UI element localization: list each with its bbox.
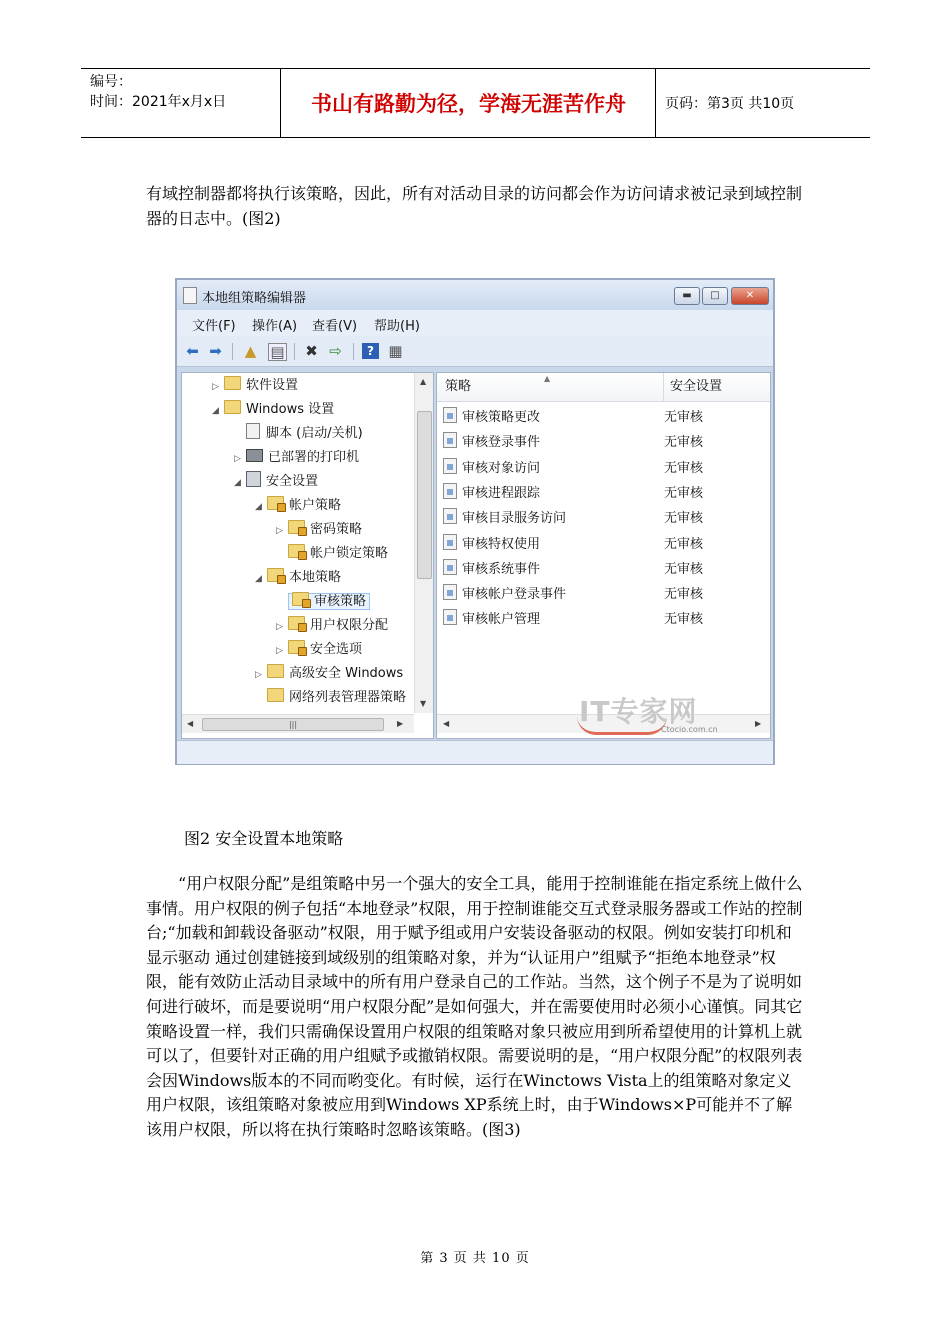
- column-header-setting[interactable]: 安全设置: [664, 373, 771, 402]
- policy-icon: [443, 458, 457, 474]
- tree-item-audit-policy[interactable]: 审核策略: [276, 591, 370, 613]
- toolbar-separator: [294, 343, 295, 360]
- tree-item-security-settings[interactable]: ◢ 安全设置: [234, 471, 318, 493]
- tree-item-windows-settings[interactable]: ◢ Windows 设置: [212, 399, 334, 421]
- policy-row[interactable]: [443, 405, 540, 430]
- expand-arrow-icon[interactable]: ▷: [276, 622, 283, 632]
- policy-row[interactable]: [443, 607, 540, 632]
- policy-setting-value: 无审核: [664, 561, 704, 577]
- header-meta-cell: [81, 69, 281, 137]
- collapse-arrow-icon[interactable]: ◢: [255, 502, 262, 512]
- locked-folder-icon: [267, 568, 284, 582]
- policy-setting-value: 无审核: [664, 612, 704, 628]
- toolbar-separator: [353, 343, 354, 360]
- tree-item-scripts[interactable]: 脚本 (启动/关机): [234, 423, 363, 445]
- paragraph-intro: 有域控制器都将执行该策略，因此，所有对活动目录的访问都会作为访问请求被记录到域控制器的日志中。(图2): [146, 184, 803, 228]
- policy-icon: [443, 584, 457, 600]
- up-folder-icon[interactable]: ▲: [244, 342, 257, 360]
- status-bar: [177, 740, 773, 764]
- menu-help[interactable]: 帮助(H): [374, 319, 420, 334]
- folder-icon: [224, 376, 241, 390]
- close-icon[interactable]: ✕: [731, 287, 769, 305]
- policy-row[interactable]: [443, 481, 540, 506]
- collapse-arrow-icon[interactable]: ◢: [234, 478, 241, 488]
- header-page-info: 页码：第3页 共10页: [665, 96, 795, 112]
- scroll-up-icon[interactable]: ▲: [420, 377, 427, 386]
- page-footer: 第 3 页 共 10 页: [420, 1251, 530, 1266]
- minimize-icon[interactable]: ▬: [674, 287, 700, 305]
- policy-name: 审核对象访问: [462, 460, 541, 476]
- locked-folder-icon: [288, 616, 305, 630]
- policy-name: 审核帐户管理: [462, 612, 541, 628]
- menu-bar: [177, 310, 773, 336]
- policy-icon: [443, 534, 457, 550]
- tree-item-deployed-printers[interactable]: ▷ 已部署的打印机: [234, 447, 359, 469]
- watermark-logo: [579, 690, 749, 740]
- policy-icon: [443, 432, 457, 448]
- tree-pane: [181, 372, 434, 739]
- tree-item-account-lockout-policy[interactable]: 帐户锁定策略: [276, 543, 388, 565]
- tree-item-local-policies[interactable]: ◢ 本地策略: [255, 567, 341, 589]
- policy-row[interactable]: [443, 456, 540, 481]
- column-header-policy[interactable]: ▲ 策略: [437, 373, 664, 402]
- menu-file[interactable]: 文件(F): [192, 319, 236, 334]
- expand-arrow-icon[interactable]: ▷: [255, 670, 262, 680]
- scroll-left-icon[interactable]: ◀: [187, 719, 194, 728]
- forward-arrow-icon[interactable]: ➡: [209, 342, 222, 360]
- policy-setting-value: 无审核: [664, 485, 704, 501]
- app-icon: [183, 287, 197, 304]
- tree-item-account-policies[interactable]: ◢ 帐户策略: [255, 495, 341, 517]
- menu-view[interactable]: 查看(V): [312, 319, 358, 334]
- policy-icon: [443, 609, 457, 625]
- figure-caption: 图2 安全设置本地策略: [184, 829, 344, 848]
- watermark-brand: IT专家网: [579, 695, 698, 728]
- header-motto: 书山有路勤为径，学海无涯苦作舟: [282, 69, 656, 137]
- header-time: 时间：2021年x月x日: [90, 94, 227, 110]
- locked-folder-icon: [292, 592, 309, 606]
- policy-setting-value: 无审核: [664, 410, 704, 425]
- policy-row[interactable]: [443, 430, 540, 455]
- policy-name: 审核策略更改: [462, 410, 541, 425]
- window-title: 本地组策略编辑器: [202, 291, 307, 306]
- collapse-arrow-icon[interactable]: ◢: [255, 574, 262, 584]
- tree-horizontal-scrollbar[interactable]: [182, 714, 414, 733]
- policy-name: 审核登录事件: [462, 435, 541, 451]
- header-number: 编号：: [90, 74, 132, 90]
- folder-icon: [224, 400, 241, 414]
- locked-folder-icon: [288, 640, 305, 654]
- policy-name: 审核目录服务访问: [462, 511, 567, 527]
- expand-arrow-icon[interactable]: ▷: [212, 382, 219, 392]
- policy-row[interactable]: [443, 582, 566, 607]
- tree-item-network-list-manager[interactable]: 网络列表管理器策略: [255, 687, 406, 709]
- policy-name: 审核帐户登录事件: [462, 587, 567, 603]
- expand-arrow-icon[interactable]: ▷: [276, 646, 283, 656]
- window-titlebar: [177, 280, 773, 310]
- tree-vertical-scrollbar[interactable]: [414, 373, 433, 713]
- scroll-left-icon[interactable]: ◀: [443, 719, 450, 728]
- tree-item-software-settings[interactable]: ▷ 软件设置: [212, 375, 298, 397]
- policy-icon: [443, 508, 457, 524]
- policy-row[interactable]: [443, 532, 540, 557]
- page-header: [81, 68, 870, 138]
- collapse-arrow-icon[interactable]: ◢: [212, 406, 219, 416]
- properties-icon[interactable]: ▦: [388, 342, 403, 360]
- tree-item-advanced-security[interactable]: ▷ 高级安全 Windows: [255, 663, 403, 685]
- gpedit-window: [175, 278, 775, 765]
- policy-icon: [443, 483, 457, 499]
- policy-setting-value: 无审核: [664, 511, 704, 527]
- delete-icon[interactable]: ✖: [305, 342, 318, 360]
- toolbar: [177, 336, 773, 367]
- scroll-right-icon[interactable]: ▶: [397, 719, 404, 728]
- scroll-thumb[interactable]: [417, 411, 432, 579]
- policy-setting-value: 无审核: [664, 460, 704, 476]
- toolbar-separator: [232, 343, 233, 360]
- policy-name: 审核特权使用: [462, 536, 541, 552]
- sort-arrow-icon: ▲: [544, 374, 551, 383]
- paragraph-user-rights: “用户权限分配”是组策略中另一个强大的安全工具，能用于控制谁能在指定系统上做什么事情。用户权限的例子包括“本地登录”权限，用于控制谁能交互式登录服务器或工作站的控制台;“加载和卸载设备驱动”权限，用于赋予组或用户安装设备驱动的权限。例如安装打印机和显示驱动 通过创建链接到域级别的组策略对象，并为“认证用户”组赋予“拒绝本地登录”权限，能有效防止活动目录域中的所有用户登录自己的工作站。当然，这个例子不是为了说明如何进行破坏，而是要说明“用户权限分配”是如何强大，并在需要使用时必须小心谨慎。同其它策略设置一样，我们只需确保设置用户权限的组策略对象只被应用到所希望使用的计算机上就可以了，但要针对正确的用户组赋予或撤销权限。需要说明的是，“用户权限分配”的权限列表会因Windows版本的不同而哟变化。有时候，运行在Winctows Vista上的组策略对象定义用户权限，该组策略对象被应用到Windows XP系统上时，由于Windows×P可能并不了解该用户权限，所以将在执行策略时忽略该策略。(图3): [146, 874, 803, 1139]
- policy-name: 审核进程跟踪: [462, 485, 541, 501]
- policy-row[interactable]: [443, 557, 540, 582]
- policy-setting-value: 无审核: [664, 587, 704, 603]
- policy-name: 审核系统事件: [462, 561, 541, 577]
- tree-item-password-policy[interactable]: ▷ 密码策略: [276, 519, 362, 541]
- help-icon[interactable]: ?: [362, 343, 379, 359]
- script-icon: [246, 423, 260, 439]
- scroll-down-icon[interactable]: ▼: [420, 699, 427, 708]
- tree-item-user-rights-assignment[interactable]: ▷ 用户权限分配: [276, 615, 388, 637]
- expand-arrow-icon[interactable]: ▷: [276, 526, 283, 536]
- back-arrow-icon[interactable]: ⬅: [186, 342, 199, 360]
- scroll-thumb[interactable]: |||: [202, 718, 384, 731]
- policy-list-pane: [436, 372, 771, 739]
- scroll-right-icon[interactable]: ▶: [755, 719, 762, 728]
- policy-icon: [443, 407, 457, 423]
- watermark-site: Ctocio.com.cn: [661, 725, 718, 734]
- menu-action[interactable]: 操作(A): [252, 319, 298, 334]
- policy-setting-value: 无审核: [664, 435, 704, 451]
- maximize-icon[interactable]: □: [702, 287, 728, 305]
- policy-row[interactable]: [443, 506, 566, 531]
- locked-folder-icon: [288, 544, 305, 558]
- policy-setting-value: 无审核: [664, 536, 704, 552]
- folder-icon: [267, 688, 284, 702]
- locked-folder-icon: [288, 520, 305, 534]
- show-tree-icon[interactable]: ▤: [268, 343, 287, 361]
- printer-icon: [246, 449, 263, 462]
- expand-arrow-icon[interactable]: ▷: [234, 454, 241, 464]
- locked-folder-icon: [267, 496, 284, 510]
- security-icon: [246, 471, 261, 487]
- tree-item-security-options[interactable]: ▷ 安全选项: [276, 639, 362, 661]
- export-icon[interactable]: ⇨: [329, 342, 342, 360]
- folder-icon: [267, 664, 284, 678]
- policy-icon: [443, 559, 457, 575]
